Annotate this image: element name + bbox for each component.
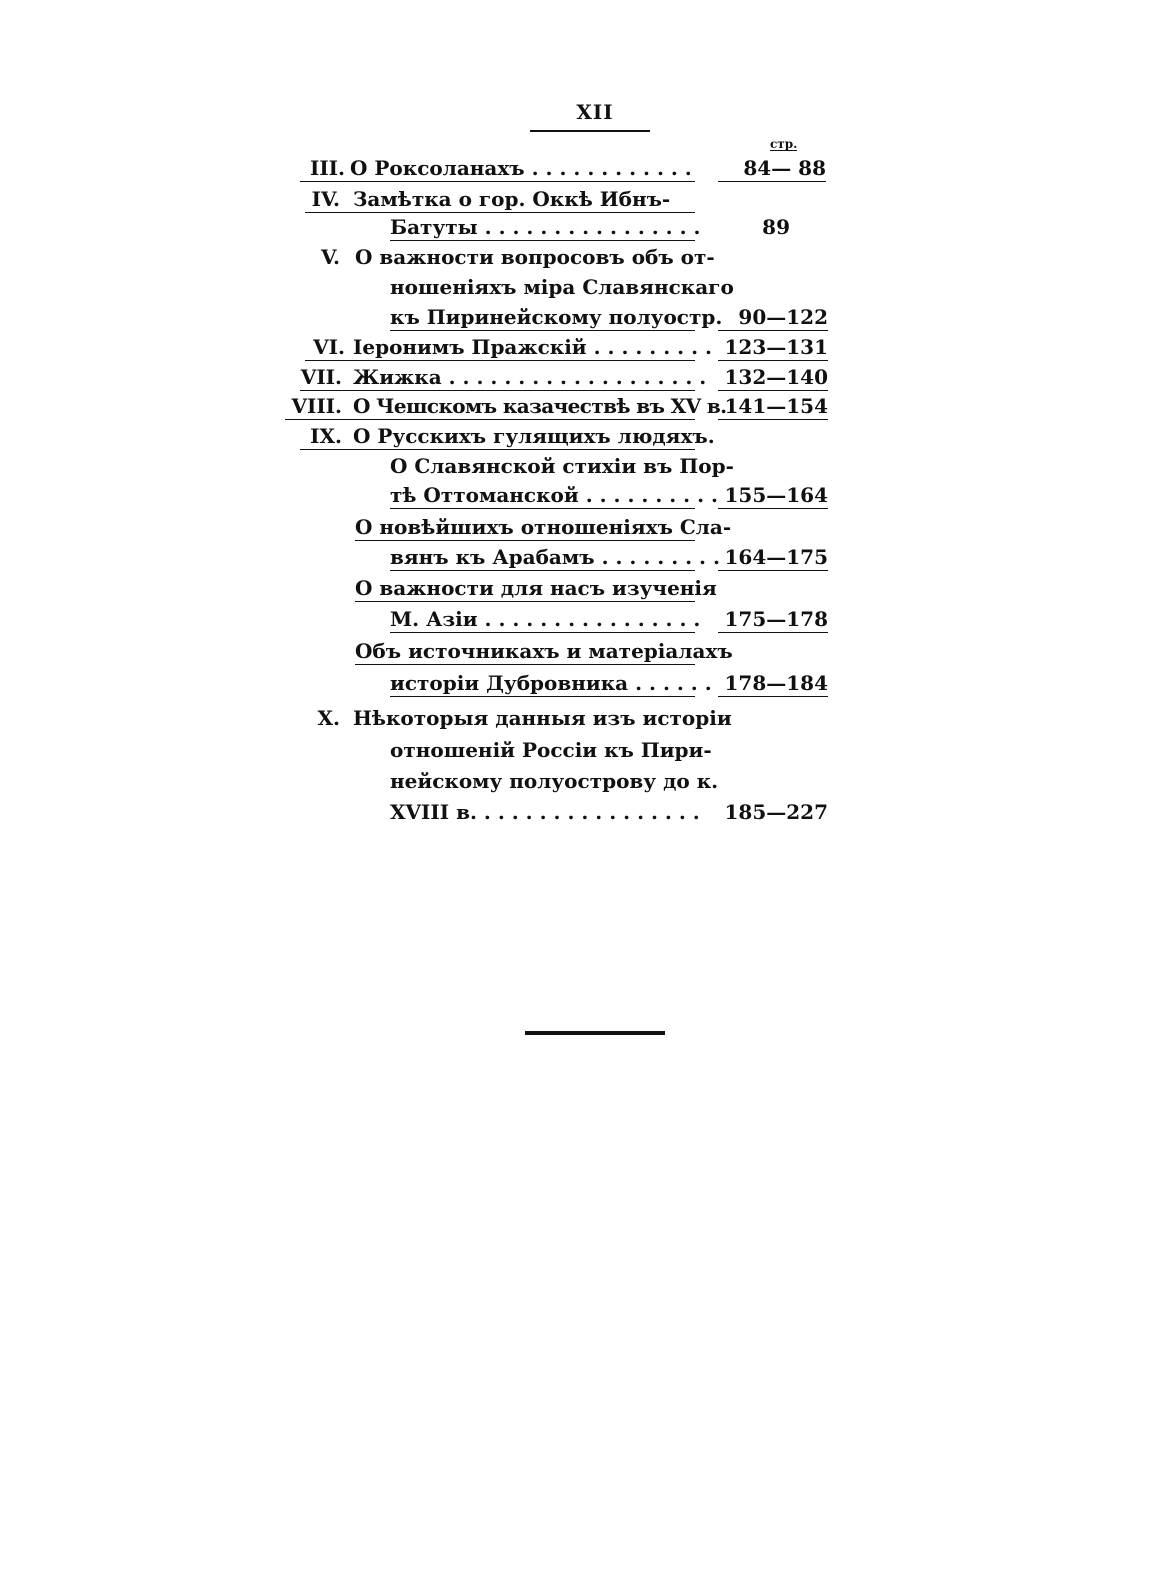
toc-subentry-arabs	[0, 514, 1163, 542]
folio-rule	[530, 130, 650, 132]
entry-number: VI.	[313, 335, 345, 359]
toc-entry-v	[0, 244, 1163, 272]
entry-title-line: Объ источникахъ и матеріалахъ	[355, 639, 733, 663]
entry-title: О Чешскомъ казачествѣ въ XV в.	[285, 393, 695, 420]
entry-pages: 178—184	[718, 670, 828, 697]
entry-pages: 185—227	[724, 800, 828, 824]
entry-pages: 141—154	[718, 393, 828, 420]
toc-entry-iii	[0, 155, 1163, 183]
entry-title-line: къ Пиринейскому полуостр.	[390, 305, 723, 329]
toc-entry-vii	[0, 364, 1163, 392]
entry-number: V.	[321, 245, 340, 269]
entry-number: IX.	[310, 424, 342, 448]
entry-title-line: вянъ къ Арабамъ . . . . . . . . .	[390, 545, 720, 569]
entry-title-line: исторіи Дубровника . . . . . .	[390, 671, 712, 695]
entry-title-line: отношеній Россіи къ Пири-	[390, 738, 712, 762]
end-rule	[525, 1031, 665, 1035]
entry-number: III.	[309, 156, 345, 180]
entry-pages: 84— 88	[718, 155, 826, 182]
entry-number: VII.	[300, 365, 342, 389]
toc-subentry-dubrovnik	[0, 638, 1163, 666]
entry-title-line: нейскому полуострову до к.	[390, 769, 719, 793]
entry-title-line: тѣ Оттоманской . . . . . . . . . .	[390, 483, 718, 507]
toc-subentry-arabs-cont	[0, 544, 1163, 572]
toc-entry-iv	[0, 186, 1163, 214]
entry-title: О Роксоланахъ . . . . . . . . . . . .	[300, 155, 695, 182]
pages-column-header: стр.	[770, 137, 798, 151]
entry-title-line: Батуты . . . . . . . . . . . . . . . .	[390, 215, 701, 239]
entry-pages: 89	[762, 215, 790, 239]
toc-entry-iv-cont	[0, 214, 1163, 242]
entry-number: IV.	[311, 187, 340, 211]
entry-title-line: О новѣйшихъ отношеніяхъ Сла-	[355, 515, 732, 539]
toc-subentry-asia	[0, 575, 1163, 603]
entry-pages: 123—131	[718, 334, 828, 361]
toc-entry-ix-cont	[0, 482, 1163, 510]
entry-title-line: Замѣтка о гор. Оккѣ Ибнъ-	[305, 186, 695, 213]
entry-title: Жижка . . . . . . . . . . . . . . . . . . .	[300, 364, 695, 391]
toc-entry-v-cont	[0, 304, 1163, 332]
entry-pages: 90—122	[718, 304, 828, 331]
entry-number: VIII.	[291, 394, 342, 418]
toc-entry-ix	[0, 423, 1163, 451]
entry-pages: 164—175	[718, 544, 828, 571]
entry-title: Іеронимъ Пражскій . . . . . . . . .	[305, 334, 695, 361]
entry-title-line: ношеніяхъ міра Славянскаго	[390, 275, 734, 299]
entry-title-line: Нѣкоторыя данныя изъ исторіи	[353, 706, 732, 730]
toc-entry-viii	[0, 393, 1163, 421]
entry-title-line: О Славянской стихіи въ Пор-	[390, 454, 734, 478]
entry-pages: 175—178	[718, 606, 828, 633]
toc-entry-x-cont	[0, 799, 1163, 827]
toc-entry-ix-cont	[0, 453, 1163, 481]
entry-pages: 132—140	[718, 364, 828, 391]
entry-title-line: О важности вопросовъ объ от-	[355, 245, 715, 269]
toc-entry-x-cont	[0, 768, 1163, 796]
entry-number: X.	[317, 706, 340, 730]
entry-title-line: О важности для насъ изученія	[355, 576, 717, 600]
toc-entry-vi	[0, 334, 1163, 362]
toc-subentry-asia-cont	[0, 606, 1163, 634]
entry-pages: 155—164	[718, 482, 828, 509]
toc-entry-v-cont	[0, 274, 1163, 302]
entry-title-line: XVIII в. . . . . . . . . . . . . . . . .	[390, 800, 700, 824]
toc-entry-x	[0, 705, 1163, 733]
entry-title-line: М. Азіи . . . . . . . . . . . . . . . .	[390, 607, 701, 631]
page-folio: XII	[576, 100, 614, 124]
toc-subentry-dubrovnik-cont	[0, 670, 1163, 698]
toc-entry-x-cont	[0, 737, 1163, 765]
entry-title-line: О Русскихъ гулящихъ людяхъ.	[300, 423, 695, 450]
